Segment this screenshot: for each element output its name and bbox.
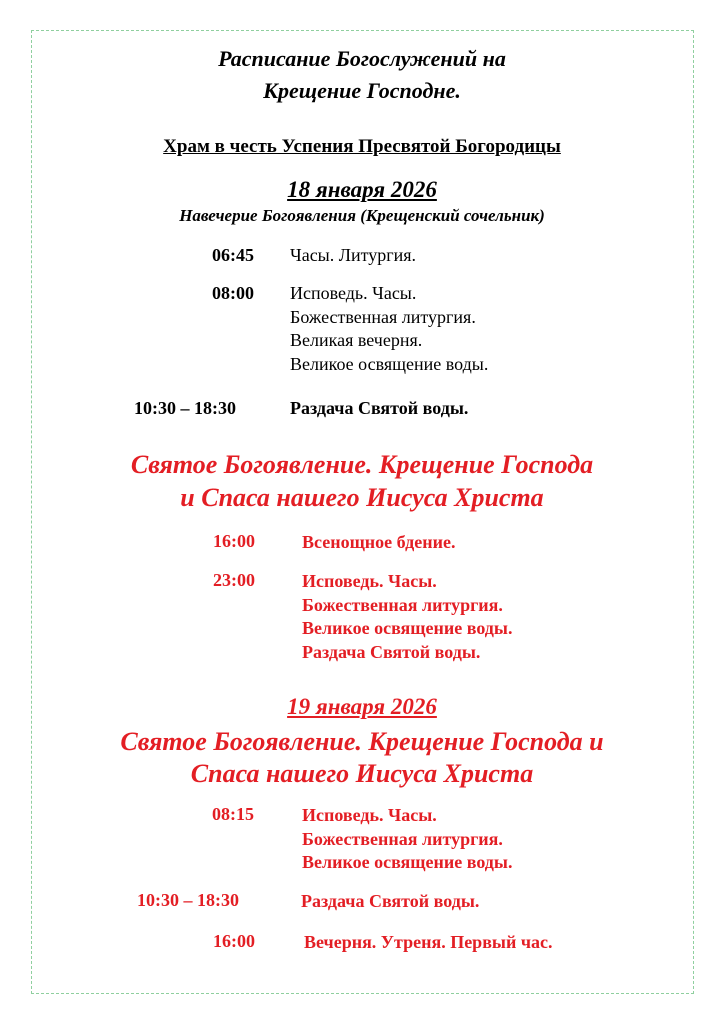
day2-line-1: Святое Богоявление. Крещение Господа и [120, 727, 604, 756]
service-line: Раздача Святой воды. [290, 398, 469, 418]
service-line: Великое освящение воды. [290, 353, 489, 374]
feast1-line-1: Святое Богоявление. Крещение Господа [130, 450, 594, 479]
feast1-time-0: 16:00 [213, 531, 255, 551]
day2-services-0 [302, 804, 512, 875]
day1-services-0 [290, 244, 416, 268]
feast1-services-1 [302, 570, 512, 664]
day1-date: 18 января 2026 [287, 177, 437, 202]
service-line: Всенощное бдение. [302, 532, 456, 552]
feast1-line-2: и Спаса нашего Иисуса Христа [180, 483, 544, 512]
service-line: Вечерня. Утреня. Первый час. [304, 932, 553, 952]
service-line: Великое освящение воды. [302, 852, 513, 872]
day1-time-0: 06:45 [212, 245, 254, 265]
service-line: Великая вечерня. [290, 330, 423, 350]
service-line: Исповедь. Часы. [290, 283, 417, 303]
service-line: Раздача Святой воды. [301, 891, 480, 911]
service-line: Божественная литургия. [302, 828, 503, 849]
day1-services-1 [290, 282, 488, 376]
day2-date: 19 января 2026 [287, 694, 437, 719]
day1-time-1: 08:00 [212, 283, 254, 303]
title-line-1: Расписание Богослужений на [218, 46, 506, 71]
day2-line-2: Спаса нашего Иисуса Христа [190, 759, 534, 788]
day1-subtitle: Навечерие Богоявления (Крещенский сочельник) [179, 206, 545, 225]
day2-time-1: 10:30 – 18:30 [137, 890, 239, 910]
day2-services-1 [301, 890, 479, 914]
feast1-time-1: 23:00 [213, 570, 255, 590]
day1-services-2 [290, 397, 468, 421]
title-line-2: Крещение Господне. [263, 78, 461, 103]
day2-services-2 [304, 931, 552, 955]
service-line: Великое освящение воды. [302, 618, 513, 638]
service-line: Божественная литургия. [290, 306, 476, 327]
service-line: Божественная литургия. [302, 594, 503, 615]
day2-time-2: 16:00 [213, 931, 255, 951]
service-line: Часы. Литургия. [290, 245, 417, 265]
service-line: Раздача Святой воды. [302, 641, 481, 662]
service-line: Исповедь. Часы. [302, 571, 437, 591]
service-line: Исповедь. Часы. [302, 805, 437, 825]
day1-time-2: 10:30 – 18:30 [134, 398, 236, 418]
feast1-services-0 [302, 531, 456, 555]
church-name: Храм в честь Успения Пресвятой Богородицы [163, 136, 561, 157]
day2-time-0: 08:15 [212, 804, 254, 824]
